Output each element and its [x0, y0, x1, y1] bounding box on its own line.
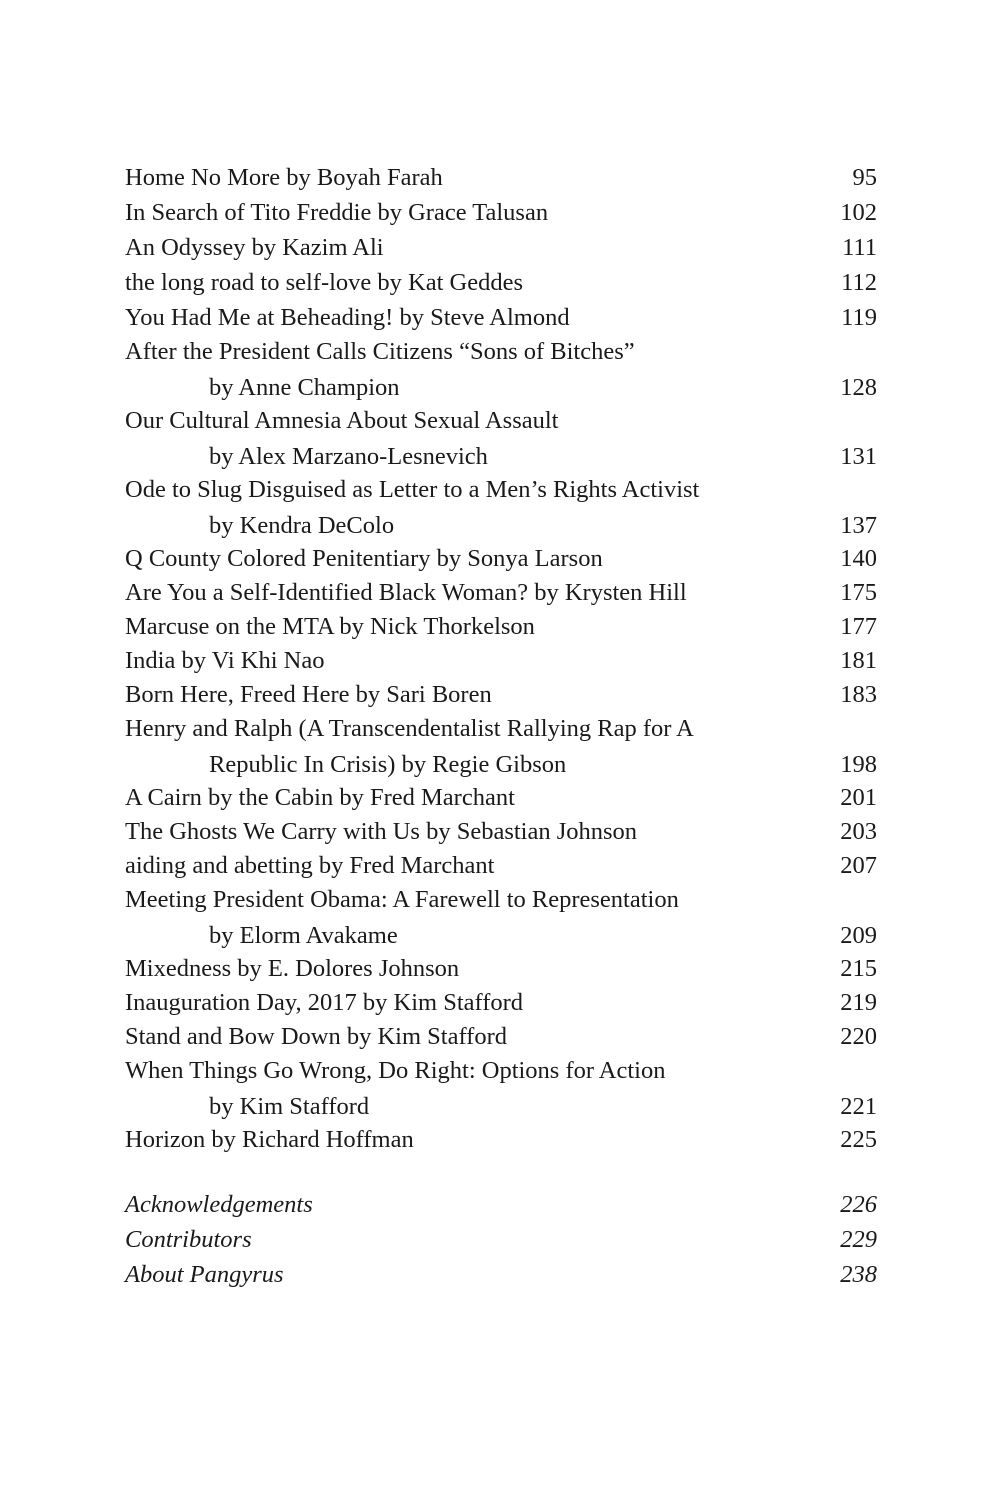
entry-title: Home No More by Boyah Farah [125, 164, 443, 191]
toc-entry [125, 678, 877, 712]
toc-entry [125, 404, 877, 473]
entry-title: When Things Go Wrong, Do Right: Options for Action [125, 1057, 666, 1084]
toc-entry [125, 1257, 877, 1292]
entry-page: 175 [840, 579, 877, 606]
entry-author: by Alex Marzano-Lesnevich [209, 443, 488, 470]
toc-entry [125, 610, 877, 644]
entry-page: 137 [840, 512, 877, 539]
entry-page: 177 [840, 613, 877, 640]
entry-author: Republic In Crisis) by Regie Gibson [209, 751, 567, 778]
entry-title: After the President Calls Citizens “Sons of Bitches” [125, 338, 635, 365]
toc-entry [125, 1123, 877, 1157]
entry-title: Q County Colored Penitentiary by Sonya Larson [125, 545, 603, 572]
toc-entry [125, 712, 877, 781]
entry-page: 226 [840, 1191, 877, 1218]
toc-entry [125, 781, 877, 815]
toc-entry [125, 644, 877, 678]
entry-title: the long road to self-love by Kat Geddes [125, 269, 524, 296]
entry-title: Born Here, Freed Here by Sari Boren [125, 681, 492, 708]
toc-entry [125, 849, 877, 883]
entry-page: 131 [840, 443, 877, 470]
entry-title: India by Vi Khi Nao [125, 647, 325, 674]
toc-entry [125, 1054, 877, 1123]
entry-page: 229 [840, 1226, 877, 1253]
entry-title: An Odyssey by Kazim Ali [125, 234, 384, 261]
entry-title: In Search of Tito Freddie by Grace Talusan [125, 199, 549, 226]
entry-page: 102 [840, 199, 877, 226]
entry-author: by Elorm Avakame [209, 922, 398, 949]
entry-page: 128 [840, 374, 877, 401]
entry-title: About Pangyrus [125, 1261, 284, 1288]
entry-page: 215 [840, 955, 877, 982]
toc-entry [125, 195, 877, 230]
entry-title: The Ghosts We Carry with Us by Sebastian Johnson [125, 818, 638, 845]
entry-page: 95 [852, 164, 877, 191]
entry-page: 201 [840, 784, 877, 811]
entry-page: 225 [840, 1126, 877, 1153]
entry-title: Are You a Self-Identified Black Woman? by Krysten Hill [125, 579, 687, 606]
back-matter [125, 1187, 877, 1292]
toc-entry [125, 300, 877, 335]
entry-page: 238 [840, 1261, 877, 1288]
entry-title: Our Cultural Amnesia About Sexual Assault [125, 407, 559, 434]
toc-entry [125, 952, 877, 986]
entry-page: 209 [840, 922, 877, 949]
toc-entry [125, 335, 877, 404]
entry-page: 220 [840, 1023, 877, 1050]
entry-page: 221 [840, 1093, 877, 1120]
toc-entry [125, 160, 877, 195]
entry-author: by Anne Champion [209, 374, 400, 401]
entry-page: 119 [841, 304, 877, 331]
toc-entry [125, 883, 877, 952]
entry-title: aiding and abetting by Fred Marchant [125, 852, 495, 879]
entry-title: A Cairn by the Cabin by Fred Marchant [125, 784, 515, 811]
entry-title: You Had Me at Beheading! by Steve Almond [125, 304, 570, 331]
toc-entry [125, 1187, 877, 1222]
toc-entry [125, 815, 877, 849]
entry-page: 219 [840, 989, 877, 1016]
entry-title: Inauguration Day, 2017 by Kim Stafford [125, 989, 524, 1016]
entry-title: Stand and Bow Down by Kim Stafford [125, 1023, 507, 1050]
toc-entry [125, 542, 877, 576]
entry-title: Contributors [125, 1226, 252, 1253]
entry-page: 183 [840, 681, 877, 708]
entry-title: Acknowledgements [125, 1191, 313, 1218]
entry-author: by Kendra DeColo [209, 512, 395, 539]
entry-page: 207 [840, 852, 877, 879]
toc-entry [125, 473, 877, 542]
table-of-contents [125, 160, 877, 1292]
entry-title: Mixedness by E. Dolores Johnson [125, 955, 460, 982]
entry-title: Marcuse on the MTA by Nick Thorkelson [125, 613, 535, 640]
toc-entry [125, 986, 877, 1020]
entry-page: 140 [840, 545, 877, 572]
toc-entry [125, 265, 877, 300]
toc-entry [125, 576, 877, 610]
entry-author: by Kim Stafford [209, 1093, 370, 1120]
entry-title: Horizon by Richard Hoffman [125, 1126, 414, 1153]
entry-page: 111 [842, 234, 877, 261]
entry-title: Henry and Ralph (A Transcendentalist Rallying Rap for A [125, 715, 694, 742]
entry-page: 203 [840, 818, 877, 845]
entry-page: 112 [841, 269, 877, 296]
entry-page: 198 [840, 751, 877, 778]
toc-entry [125, 230, 877, 265]
entry-title: Meeting President Obama: A Farewell to Representation [125, 886, 679, 913]
entry-page: 181 [840, 647, 877, 674]
toc-entry [125, 1222, 877, 1257]
toc-entry [125, 1020, 877, 1054]
entry-title: Ode to Slug Disguised as Letter to a Men’s Rights Activist [125, 476, 700, 503]
